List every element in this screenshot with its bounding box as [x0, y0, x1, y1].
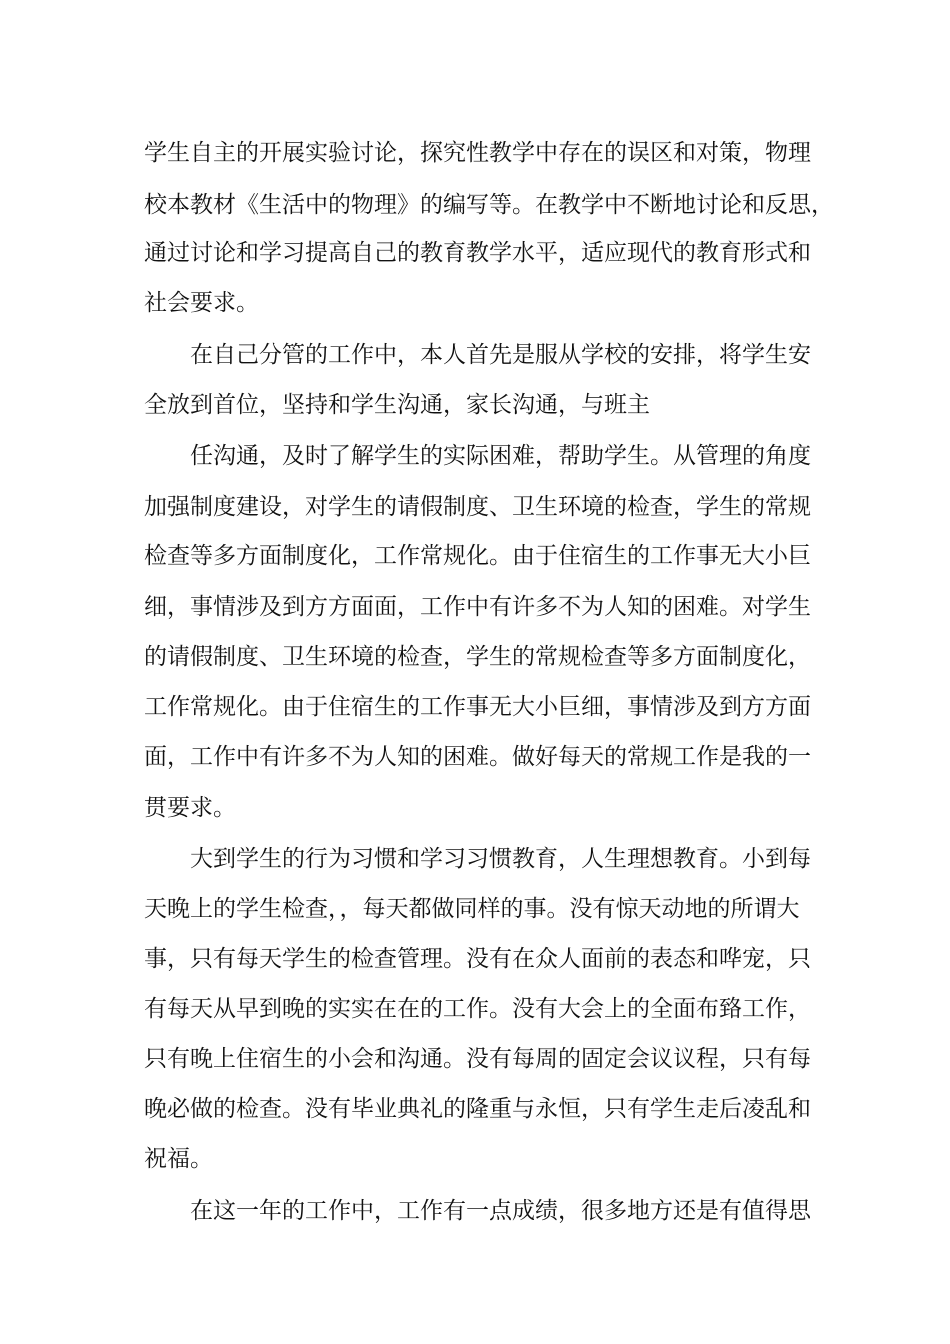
text-line: 通过讨论和学习提高自己的教育教学水平，适应现代的教育形式和	[144, 240, 811, 266]
text-line: 事，只有每天学生的检查管理。没有在众人面前的表态和哗宠，只	[144, 946, 811, 972]
text-line: 的请假制度、卫生环境的检查，学生的常规检查等多方面制度化，	[144, 644, 811, 670]
text-line: 任沟通，及时了解学生的实际困难，帮助学生。从管理的角度	[190, 443, 811, 469]
text-line: 贯要求。	[144, 795, 236, 821]
text-line: 校本教材《生活中的物理》的编写等。在教学中不断地讨论和反思，	[144, 192, 834, 218]
text-line: 有每天从早到晚的实实在在的工作。没有大会上的全面布臵工作，	[144, 996, 811, 1022]
text-line: 祝福。	[144, 1146, 213, 1172]
text-line: 面，工作中有许多不为人知的困难。做好每天的常规工作是我的一	[144, 744, 811, 770]
text-line: 在这一年的工作中，工作有一点成绩，很多地方还是有值得思	[190, 1198, 811, 1224]
text-line: 细，事情涉及到方方面面，工作中有许多不为人知的困难。对学生	[144, 594, 811, 620]
text-line: 在自己分管的工作中，本人首先是服从学校的安排，将学生安	[190, 342, 811, 368]
text-line: 天晚上的学生检查，，每天都做同样的事。没有惊天动地的所谓大	[144, 896, 800, 922]
text-line: 大到学生的行为习惯和学习习惯教育，人生理想教育。小到每	[190, 846, 811, 872]
text-line: 检查等多方面制度化，工作常规化。由于住宿生的工作事无大小巨	[144, 543, 811, 569]
text-line: 工作常规化。由于住宿生的工作事无大小巨细，事情涉及到方方面	[144, 694, 811, 720]
text-line: 学生自主的开展实验讨论，探究性教学中存在的误区和对策，物理	[144, 140, 811, 166]
text-line: 只有晚上住宿生的小会和沟通。没有每周的固定会议议程，只有每	[144, 1046, 811, 1072]
text-line: 全放到首位，坚持和学生沟通，家长沟通，与班主	[144, 392, 650, 418]
text-line: 晚必做的检查。没有毕业典礼的隆重与永恒，只有学生走后凌乱和	[144, 1096, 811, 1122]
text-line: 加强制度建设，对学生的请假制度、卫生环境的检查，学生的常规	[144, 494, 811, 520]
text-line: 社会要求。	[144, 290, 259, 316]
